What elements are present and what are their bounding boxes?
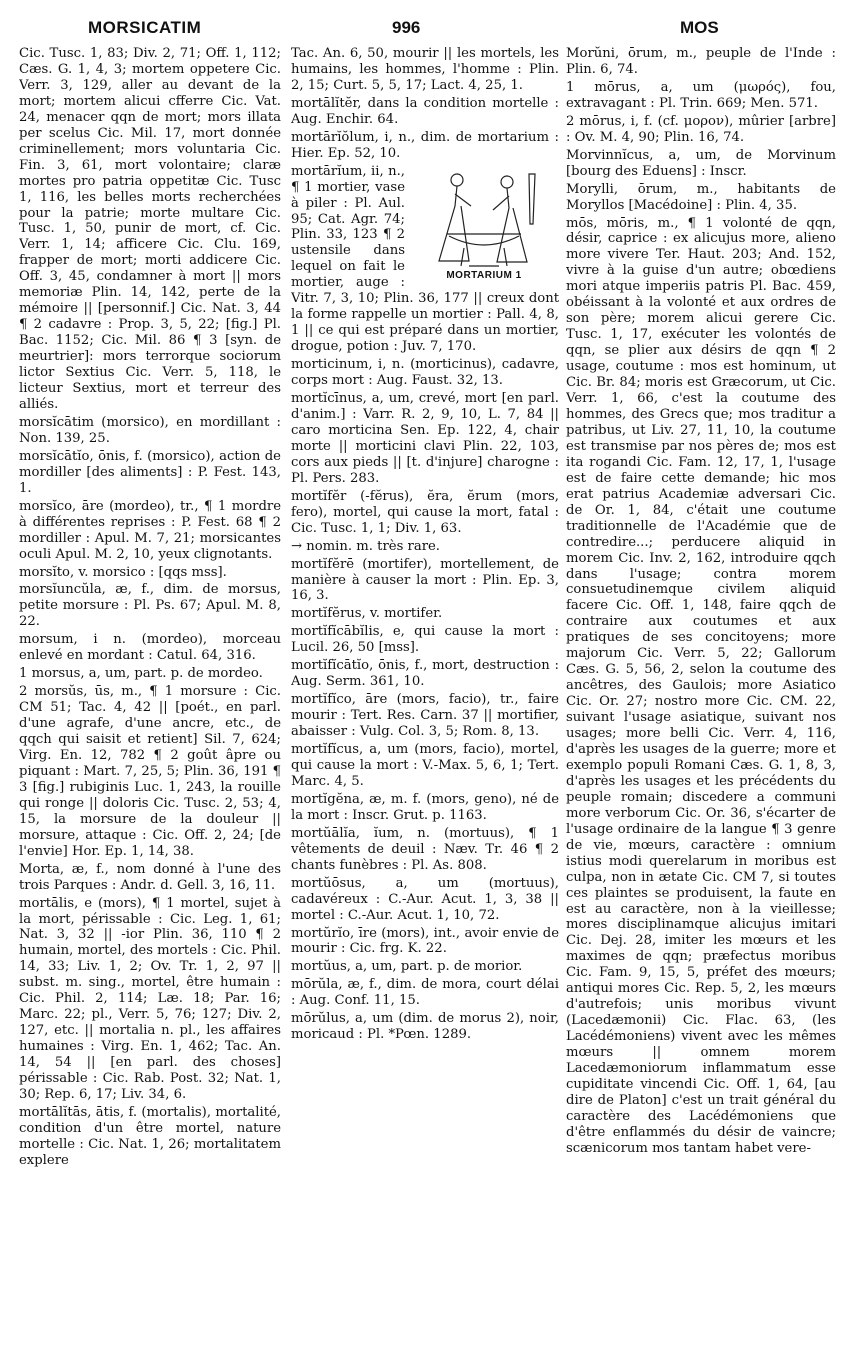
mortarium-drawing bbox=[409, 166, 559, 268]
dictionary-entry: 2 mōrus, i, f. (cf. μορον), mûrier [arbre] : Ov. M. 4, 90; Plin. 16, 74. bbox=[566, 113, 836, 145]
dictionary-entry: Morta, æ, f., nom donné à l'une des trois Parques : Andr. d. Gell. 3, 16, 11. bbox=[19, 861, 281, 893]
dictionary-entry: mortĭgĕna, æ, m. f. (mors, geno), né de la mort : Inscr. Grut. p. 1163. bbox=[291, 791, 559, 823]
dictionary-entry: mortŭus, a, um, part. p. de morior. bbox=[291, 959, 523, 975]
dictionary-entry: mortālĭtĕr, dans la condition mortelle : Aug. Enchir. 64. bbox=[291, 95, 559, 127]
column-3 bbox=[566, 46, 836, 1342]
dictionary-entry: Morylli, ōrum, m., habitants de Moryllos [Macédoine] : Plin. 4, 35. bbox=[566, 181, 836, 213]
dictionary-entry: Morvinnĭcus, a, um, de Morvinum [bourg des Eduens] : Inscr. bbox=[566, 147, 836, 179]
dictionary-entry: 1 morsus, a, um, part. p. de mordeo. bbox=[19, 666, 263, 682]
dictionary-entry: Tac. An. 6, 50, mourir || les mortels, les humains, les hommes, l'homme : Plin. 2, 15; Curt. 5, 5, 17; Lact. 4, 25, 1. bbox=[291, 46, 559, 93]
dictionary-entry: 2 morsŭs, ūs, m., ¶ 1 morsure : Cic. CM 51; Tac. 4, 42 || [poét., en parl. d'une agrafe, d'une ancre, etc., de qqch qui saisit et retient] Sil. 7, 624; Virg. En. 12, 782 ¶ 2 goût âpre ou piquant : Mart. 7, 25, 5; Plin. 36, 191 ¶ 3 [fig.] rubiginis Luc. 1, 243, la rouille qui ronge || doloris Cic. Tusc. 2, 53; 4, 15, la morsure de la douleur || morsure, attaque : Cic. Off. 2, 24; [de l'envie] Hor. Ep. 1, 14, 38. bbox=[19, 684, 281, 859]
column-1 bbox=[19, 46, 281, 1342]
page-number: 996 bbox=[392, 18, 421, 37]
dictionary-entry: morsum, i n. (mordeo), morceau enlevé en mordant : Catul. 64, 316. bbox=[19, 632, 281, 664]
running-head-left: MORSICATIM bbox=[88, 18, 202, 37]
dictionary-entry: morsĭto, v. morsico : [qqs mss]. bbox=[19, 564, 227, 580]
dictionary-entry: mortārĭum, ii, n., ¶ 1 mortier, vase à piler : Pl. Aul. 95; Cat. Agr. 74; Plin. 33, 123 ¶ 2 ustensile dans lequel on fait le mortier, auge : Vitr. 7, 3, 10; Plin. 36, 177 || creux dont la forme rappelle un mortier : Pall. 4, 8, 1 || ce qui est préparé dans un mortier, drogue, potion : Juv. 7, 170. bbox=[291, 163, 559, 355]
dictionary-entry: mōs, mōris, m., ¶ 1 volonté de qqn, désir, caprice : ex alicujus more, alieno more vivere Ter. Haut. 203; And. 152, vivre à la guise d'un autre; obœdiens mori atque imperiis patris Pl. Bac. 459, obéissant à la volonté et aux ordres de son père; morem alicui gerere Cic. Tusc. 1, 17, exécuter les volontés de qqn, se plier aux désirs de qqn ¶ 2 usage, coutume : mos est hominum, ut Cic. Br. 84; moris est Græcorum, ut Cic. Verr. 1, 66, c'est la coutume des hommes, des Grecs que; mos traditur a patribus, ut Liv. 27, 11, 10, la coutume est transmise par nos pères de; mos est ita rogandi Cic. Fam. 12, 17, 1, l'usage est de faire cette demande; hic mos erat patrius Academiæ adversari Cic. de Or. 1, 84, c'était une coutume traditionnelle de l'Académie que de contredire...; perducere aliquid in morem Cic. Inv. 2, 162, introduire qqch dans l'usage; contra morem consuetudinemque civilem aliquid facere Cic. Off. 1, 148, faire qqch de contraire aux coutumes et aux pratiques de ses concitoyens; more majorum Cic. Verr. 5, 22; Gallorum Cæs. G. 5, 56, 2, selon la coutume des ancêtres, des Gaulois; more Asiatico Cic. Or. 27; nostro more Cic. CM. 22, suivant l'usage asiatique, suivant nos usages; more belli Cic. Verr. 4, 116, d'après les usages de la guerre; more et exemplo populi Romani Cæs. G. 1, 8, 3, d'après les usages et les précédents du peuple romain; discedere a communi more verborum Cic. Or. 36, s'écarter de l'usage ordinaire de la langue ¶ 3 genre de vie, mœurs, caractère : omnium istius modi querelarum in moribus est culpa, non in ætate Cic. CM 7, si toutes ces plaintes se produisent, la faute en est au caractère, non à la vieillesse; mores disciplinamque alicujus imitari Cic. Dej. 28, imiter les mœurs et les maximes de qqn; præfectus moribus Cic. Fam. 9, 15, 5, préfet des mœurs; antiqui mores Cic. Rep. 5, 2, les mœurs d'autrefois; unis moribus vivunt (Lacedæmonii) Cic. Flac. 63, (les Lacédémoniens) vivent avec les mêmes mœurs || omnem morem Lacedæmoniorum inflammatum esse cupiditate vincendi Cic. Off. 1, 64, [au dire de Platon] c'est un trait général du caractère des Lacédémoniens que d'être enflammés du désir de vaincre; scænicorum mos tantam habet vere- bbox=[566, 215, 836, 1156]
dictionary-entry: mortĭfĭco, āre (mors, facio), tr., faire mourir : Tert. Res. Carn. 37 || mortifier, abaisser : Vulg. Col. 3, 5; Rom. 8, 13. bbox=[291, 692, 559, 740]
dictionary-entry: mortĭcīnus, a, um, crevé, mort [en parl. d'anim.] : Varr. R. 2, 9, 10, L. 7, 84 || caro morticina Sen. Ep. 122, 4, chair morte || morticini clavi Plin. 22, 103, cors aux pieds || [t. d'injure] charogne : Pl. Pers. 283. bbox=[291, 391, 559, 486]
dictionary-entry: Morŭni, ōrum, m., peuple de l'Inde : Plin. 6, 74. bbox=[566, 46, 836, 77]
dictionary-entry: morticinum, i, n. (morticinus), cadavre, corps mort : Aug. Faust. 32, 13. bbox=[291, 357, 559, 389]
dictionary-entry: mōrŭla, æ, f., dim. de mora, court délai : Aug. Conf. 11, 15. bbox=[291, 977, 559, 1009]
dictionary-entry: 1 mōrus, a, um (μωρός), fou, extravagant : Pl. Trin. 669; Men. 571. bbox=[566, 79, 836, 111]
dictionary-entry: Cic. Tusc. 1, 83; Div. 2, 71; Off. 1, 112; Cæs. G. 1, 4, 3; mortem oppetere Cic. Verr. 3, 129, aller au devant de la mort; mortem alicui cfferre Cic. Vat. 24, menacer qqn de mort; mors illata per scelus Cic. Mil. 17, mort donnée criminellement; mors voluntaria Cic. Fin. 3, 61, mort volontaire; claræ mortes pro patria oppetitæ Cic. Tusc 1, 116, les belles morts recherchées pour la patrie; morte multare Cic. Tusc. 1, 50, punir de mort, cf. Cic. Verr. 1, 14; afficere Cic. Clu. 169, frapper de mort; morti addicere Cic. Off. 3, 45, condamner à mort || mors memoriæ Plin. 14, 142, perte de la mémoire || [personnif.] Cic. Nat. 3, 44 ¶ 2 cadavre : Prop. 3, 5, 22; [fig.] Pl. Bac. 1152; Cic. Mil. 86 ¶ 3 [syn. de meurtrier]: mors terrorque sociorum lictor Sextius Cic. Verr. 5, 118, le licteur Sextius, mort et terreur des alliés. bbox=[19, 46, 281, 412]
dictionary-entry: mortĭfĕr (-fĕrus), ĕra, ĕrum (mors, fero), mortel, qui cause la mort, fatal : Cic. Tusc. 1, 1; Div. 1, 63. bbox=[291, 488, 559, 536]
figure-caption: MORTARIUM 1 bbox=[446, 269, 522, 281]
column-2 bbox=[291, 46, 559, 1342]
dictionary-entry: mortālĭtās, ātis, f. (mortalis), mortalité, condition d'un être mortel, nature mortelle : Cic. Nat. 1, 26; mortalitatem explere bbox=[19, 1104, 281, 1168]
dictionary-entry: morsĭuncŭla, æ, f., dim. de morsus, petite morsure : Pl. Ps. 67; Apul. M. 8, 22. bbox=[19, 582, 281, 630]
dictionary-entry: morsĭcātĭo, ōnis, f. (morsico), action de mordiller [des aliments] : P. Fest. 143, 1. bbox=[19, 448, 281, 496]
dictionary-entry: mortĭfĕrus, v. mortifer. bbox=[291, 606, 443, 622]
dictionary-entry: mortārĭŏlum, i, n., dim. de mortarium : Hier. Ep. 52, 10. bbox=[291, 129, 559, 161]
dictionary-entry: mortŭālĭa, ĭum, n. (mortuus), ¶ 1 vêtements de deuil : Næv. Tr. 46 ¶ 2 chants funèbres : Pl. As. 808. bbox=[291, 825, 559, 873]
dictionary-entry: mortĭfĭcātĭo, ōnis, f., mort, destruction : Aug. Serm. 361, 10. bbox=[291, 658, 559, 690]
dictionary-entry: mōrŭlus, a, um (dim. de morus 2), noir, moricaud : Pl. *Pœn. 1289. bbox=[291, 1011, 559, 1043]
dictionary-entry: mortĭfĕrē (mortifer), mortellement, de manière à causer la mort : Plin. Ep. 3, 16, 3. bbox=[291, 556, 559, 604]
dictionary-entry: morsĭco, āre (mordeo), tr., ¶ 1 mordre à différentes reprises : P. Fest. 68 ¶ 2 mordiller : Apul. M. 7, 21; morsicantes oculi Apul. M. 2, 10, yeux clignotants. bbox=[19, 498, 281, 562]
dictionary-entry: mortālis, e (mors), ¶ 1 mortel, sujet à la mort, périssable : Cic. Leg. 1, 61; Nat. 3, 32 || -ior Plin. 36, 110 ¶ 2 humain, mortel, des mortels : Cic. Phil. 14, 33; Liv. 1, 2; Ov. Tr. 1, 2, 97 || subst. m. sing., mortel, être humain : Cic. Phil. 2, 114; Læ. 18; Par. 16; Marc. 22; pl., Verr. 5, 76; 127; Div. 2, 127, etc. || mortalia n. pl., les affaires humaines : Virg. En. 1, 462; Tac. An. 14, 54 || [en parl. des choses] périssable : Cic. Rab. Post. 32; Nat. 1, 30; Rep. 6, 17; Liv. 34, 6. bbox=[19, 895, 281, 1102]
mortarium-illustration bbox=[409, 166, 559, 284]
dictionary-entry: mortŭrĭo, īre (mors), int., avoir envie de mourir : Cic. frg. K. 22. bbox=[291, 925, 559, 957]
dictionary-entry: mortĭfĭcābĭlis, e, qui cause la mort : Lucil. 26, 50 [mss]. bbox=[291, 624, 559, 656]
dictionary-entry: mortĭfĭcus, a, um (mors, facio), mortel, qui cause la mort : V.-Max. 5, 6, 1; Tert. Marc. 4, 5. bbox=[291, 742, 559, 789]
dictionary-entry: mortŭōsus, a, um (mortuus), cadavéreux : C.-Aur. Acut. 1, 3, 38 || mortel : C.-Aur. Acut. 1, 10, 72. bbox=[291, 875, 559, 923]
dictionary-entry: morsĭcātim (morsico), en mordillant : Non. 139, 25. bbox=[19, 414, 281, 446]
dictionary-entry: → nomin. m. très rare. bbox=[291, 538, 440, 554]
running-head-right: MOS bbox=[680, 18, 719, 37]
page-header bbox=[0, 0, 846, 40]
